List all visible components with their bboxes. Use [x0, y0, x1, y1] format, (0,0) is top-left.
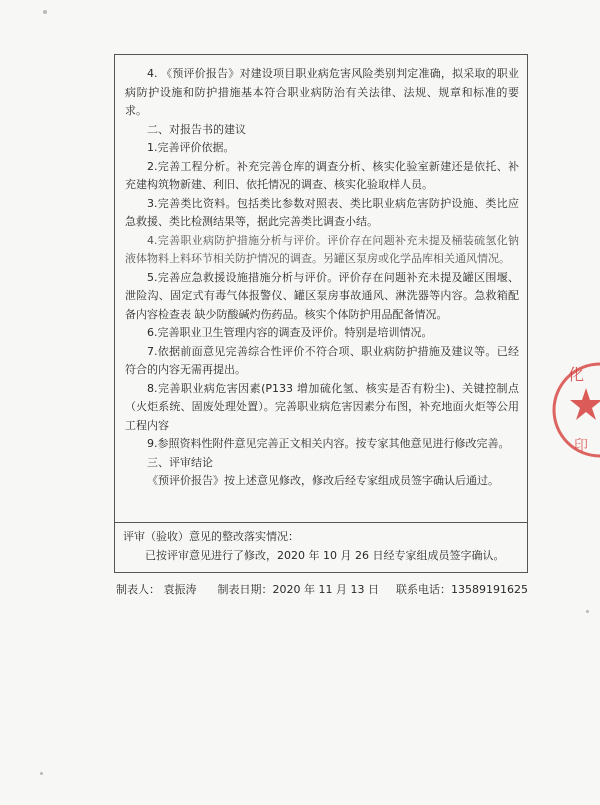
suggestion-3: 3.完善类比资料。包括类比参数对照表、类比职业病危害防护设施、类比应急救援、类比检测结果等，据此完善类比调查小结。 [125, 196, 519, 228]
table-divider [115, 522, 527, 523]
rectification-cell [123, 527, 519, 565]
footer-date: 制表日期：2020 年 11 月 13 日 [217, 583, 379, 596]
rectification-title: 评审（验收）意见的整改落实情况： [123, 530, 299, 543]
rectification-text: 已按评审意见进行了修改，2020 年 10 月 26 日经专家组成员签字确认。 [145, 549, 505, 562]
review-opinion-cell [125, 65, 519, 491]
suggestion-8: 8.完善职业病危害因素(P133 增加硫化氢、核实是否有粉尘)、关键控制点（火炬系统、固废处理处置）。完善职业病危害因素分布图，补充地面火炬等公用工程内容 [125, 381, 519, 432]
scan-speck [43, 10, 47, 14]
suggestion-4: 4.完善职业病防护措施分析与评价。评价存在问题补充未提及桶装硫氢化钠液体物料上料环节相关防护情况的调查。另罐区泵房或化学品库相关通风情况。 [125, 233, 519, 265]
suggestion-6: 6.完善职业卫生管理内容的调查及评价。特别是培训情况。 [147, 326, 433, 339]
suggestion-2: 2.完善工程分析。补充完善仓库的调查分析、核实化验室新建还是依托、补充建构筑物新建、利旧、依托情况的调查、核实化验取样人员。 [125, 159, 519, 191]
suggestion-1: 1.完善评价依据。 [147, 141, 235, 154]
conclusion-text: 《预评价报告》按上述意见修改，修改后经专家组成员签字确认后通过。 [147, 474, 499, 487]
svg-text:化: 化 [568, 365, 585, 384]
suggestion-9: 9.参照资料性附件意见完善正文相关内容。按专家其他意见进行修改完善。 [147, 437, 510, 450]
footer-line [116, 581, 536, 597]
footer-maker: 制表人： 袁振涛 [116, 583, 197, 596]
opinion-table [114, 54, 528, 573]
svg-text:印: 印 [574, 438, 588, 454]
scan-speck [40, 772, 43, 775]
suggestion-7: 7.依据前面意见完善综合性评价不符合项、职业病防护措施及建议等。已经符合的内容无需再提出。 [125, 344, 519, 376]
footer-phone: 联系电话：13589191625 [395, 583, 528, 596]
paragraph-conformity: 4. 《预评价报告》对建设项目职业病危害风险类别判定准确，拟采取的职业病防护设施和防护措施基本符合职业病防治有关法律、法规、规章和标准的要求。 [125, 67, 519, 117]
official-seal-stamp [544, 358, 600, 462]
suggestion-5: 5.完善应急救援设施措施分析与评价。评价存在问题补充未提及罐区围堰、泄险沟、固定式有毒气体报警仪、罐区泵房事故通风、淋洗器等内容。急救箱配备内容检查表 缺少防酸碱灼伤药品。核实个体防护用品配备情况。 [125, 270, 519, 321]
scan-speck [586, 610, 589, 613]
section-heading-suggestions: 二、对报告书的建议 [147, 122, 246, 136]
section-heading-conclusion: 三、评审结论 [147, 455, 213, 469]
